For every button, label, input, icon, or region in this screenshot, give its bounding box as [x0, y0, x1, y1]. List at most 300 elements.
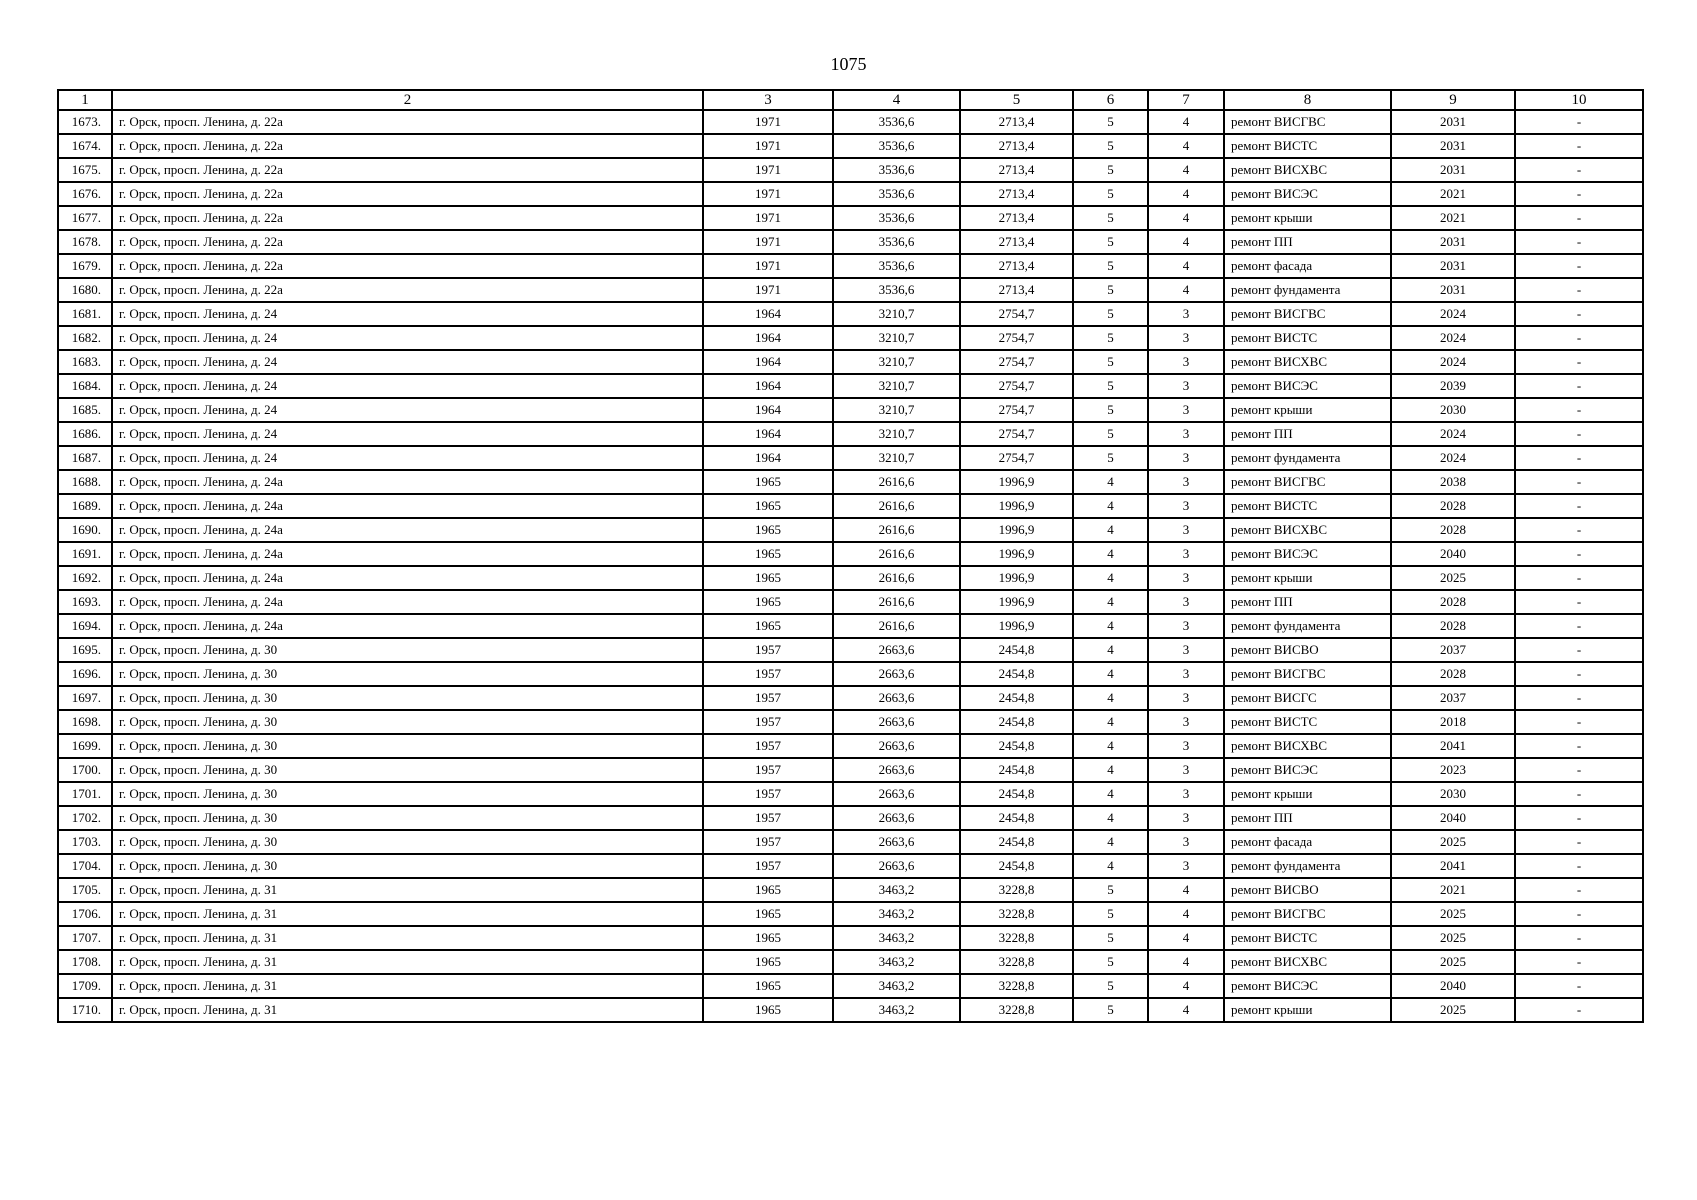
entrances-cell: 3 — [1148, 398, 1224, 422]
row-number-cell: 1705. — [58, 878, 112, 902]
total-area-cell: 2663,6 — [833, 638, 960, 662]
planned-year-cell: 2041 — [1391, 734, 1515, 758]
total-area-cell: 3536,6 — [833, 158, 960, 182]
table-row — [58, 686, 1643, 710]
work-type-cell: ремонт ВИСГВС — [1224, 110, 1391, 134]
planned-year-cell: 2028 — [1391, 662, 1515, 686]
address-cell: г. Орск, просп. Ленина, д. 31 — [112, 998, 703, 1022]
total-area-cell: 2663,6 — [833, 782, 960, 806]
address-cell: г. Орск, просп. Ленина, д. 24 — [112, 398, 703, 422]
table-row — [58, 830, 1643, 854]
floors-cell: 5 — [1073, 278, 1148, 302]
table-row — [58, 470, 1643, 494]
note-cell: - — [1515, 470, 1643, 494]
note-cell: - — [1515, 446, 1643, 470]
row-number-cell: 1675. — [58, 158, 112, 182]
row-number-cell: 1704. — [58, 854, 112, 878]
total-area-cell: 3210,7 — [833, 302, 960, 326]
living-area-cell: 2454,8 — [960, 806, 1073, 830]
living-area-cell: 2454,8 — [960, 686, 1073, 710]
note-cell: - — [1515, 494, 1643, 518]
row-number-cell: 1683. — [58, 350, 112, 374]
table-row — [58, 182, 1643, 206]
page-number: 1075 — [830, 54, 867, 74]
address-cell: г. Орск, просп. Ленина, д. 24а — [112, 518, 703, 542]
note-cell: - — [1515, 278, 1643, 302]
table-row — [58, 878, 1643, 902]
table-row — [58, 710, 1643, 734]
note-cell: - — [1515, 158, 1643, 182]
column-header: 3 — [703, 90, 833, 110]
column-header: 5 — [960, 90, 1073, 110]
living-area-cell: 3228,8 — [960, 998, 1073, 1022]
column-header: 8 — [1224, 90, 1391, 110]
address-cell: г. Орск, просп. Ленина, д. 30 — [112, 638, 703, 662]
work-type-cell: ремонт фасада — [1224, 830, 1391, 854]
note-cell: - — [1515, 302, 1643, 326]
entrances-cell: 3 — [1148, 302, 1224, 326]
total-area-cell: 3463,2 — [833, 878, 960, 902]
living-area-cell: 2754,7 — [960, 374, 1073, 398]
total-area-cell: 2616,6 — [833, 494, 960, 518]
total-area-cell: 2663,6 — [833, 710, 960, 734]
floors-cell: 4 — [1073, 806, 1148, 830]
planned-year-cell: 2021 — [1391, 182, 1515, 206]
row-number-cell: 1708. — [58, 950, 112, 974]
planned-year-cell: 2038 — [1391, 470, 1515, 494]
address-cell: г. Орск, просп. Ленина, д. 22а — [112, 182, 703, 206]
table-row — [58, 446, 1643, 470]
living-area-cell: 2454,8 — [960, 710, 1073, 734]
note-cell: - — [1515, 710, 1643, 734]
entrances-cell: 3 — [1148, 326, 1224, 350]
address-cell: г. Орск, просп. Ленина, д. 24 — [112, 326, 703, 350]
note-cell: - — [1515, 974, 1643, 998]
table-row — [58, 422, 1643, 446]
work-type-cell: ремонт ВИСГВС — [1224, 902, 1391, 926]
entrances-cell: 3 — [1148, 446, 1224, 470]
table-row — [58, 950, 1643, 974]
floors-cell: 4 — [1073, 830, 1148, 854]
address-cell: г. Орск, просп. Ленина, д. 30 — [112, 806, 703, 830]
total-area-cell: 3210,7 — [833, 398, 960, 422]
row-number-cell: 1698. — [58, 710, 112, 734]
table-row — [58, 638, 1643, 662]
work-type-cell: ремонт крыши — [1224, 782, 1391, 806]
floors-cell: 5 — [1073, 326, 1148, 350]
address-cell: г. Орск, просп. Ленина, д. 22а — [112, 134, 703, 158]
planned-year-cell: 2024 — [1391, 302, 1515, 326]
address-cell: г. Орск, просп. Ленина, д. 31 — [112, 926, 703, 950]
living-area-cell: 2754,7 — [960, 302, 1073, 326]
living-area-cell: 2713,4 — [960, 230, 1073, 254]
capital-repair-table — [57, 89, 1644, 1023]
year-cell: 1965 — [703, 998, 833, 1022]
total-area-cell: 3536,6 — [833, 182, 960, 206]
row-number-cell: 1689. — [58, 494, 112, 518]
work-type-cell: ремонт фундамента — [1224, 278, 1391, 302]
living-area-cell: 2754,7 — [960, 350, 1073, 374]
work-type-cell: ремонт ВИСХВС — [1224, 518, 1391, 542]
work-type-cell: ремонт ВИСВО — [1224, 878, 1391, 902]
row-number-cell: 1696. — [58, 662, 112, 686]
planned-year-cell: 2031 — [1391, 278, 1515, 302]
entrances-cell: 4 — [1148, 230, 1224, 254]
work-type-cell: ремонт ВИСЭС — [1224, 542, 1391, 566]
living-area-cell: 3228,8 — [960, 902, 1073, 926]
living-area-cell: 2754,7 — [960, 398, 1073, 422]
living-area-cell: 2454,8 — [960, 758, 1073, 782]
address-cell: г. Орск, просп. Ленина, д. 30 — [112, 710, 703, 734]
planned-year-cell: 2023 — [1391, 758, 1515, 782]
row-number-cell: 1685. — [58, 398, 112, 422]
entrances-cell: 3 — [1148, 830, 1224, 854]
note-cell: - — [1515, 734, 1643, 758]
year-cell: 1965 — [703, 926, 833, 950]
row-number-cell: 1688. — [58, 470, 112, 494]
floors-cell: 5 — [1073, 446, 1148, 470]
living-area-cell: 2454,8 — [960, 638, 1073, 662]
entrances-cell: 3 — [1148, 614, 1224, 638]
table-row — [58, 566, 1643, 590]
living-area-cell: 3228,8 — [960, 878, 1073, 902]
year-cell: 1965 — [703, 518, 833, 542]
total-area-cell: 3210,7 — [833, 422, 960, 446]
floors-cell: 5 — [1073, 134, 1148, 158]
total-area-cell: 2663,6 — [833, 662, 960, 686]
table-row — [58, 974, 1643, 998]
address-cell: г. Орск, просп. Ленина, д. 30 — [112, 830, 703, 854]
note-cell: - — [1515, 182, 1643, 206]
row-number-cell: 1693. — [58, 590, 112, 614]
planned-year-cell: 2025 — [1391, 830, 1515, 854]
row-number-cell: 1709. — [58, 974, 112, 998]
address-cell: г. Орск, просп. Ленина, д. 24 — [112, 422, 703, 446]
entrances-cell: 3 — [1148, 710, 1224, 734]
total-area-cell: 3536,6 — [833, 254, 960, 278]
table-row — [58, 614, 1643, 638]
entrances-cell: 4 — [1148, 974, 1224, 998]
total-area-cell: 3536,6 — [833, 110, 960, 134]
year-cell: 1965 — [703, 494, 833, 518]
floors-cell: 5 — [1073, 902, 1148, 926]
row-number-cell: 1691. — [58, 542, 112, 566]
year-cell: 1971 — [703, 158, 833, 182]
floors-cell: 5 — [1073, 230, 1148, 254]
entrances-cell: 3 — [1148, 566, 1224, 590]
entrances-cell: 4 — [1148, 206, 1224, 230]
year-cell: 1964 — [703, 374, 833, 398]
table-row — [58, 254, 1643, 278]
year-cell: 1964 — [703, 326, 833, 350]
planned-year-cell: 2025 — [1391, 926, 1515, 950]
planned-year-cell: 2021 — [1391, 878, 1515, 902]
total-area-cell: 3463,2 — [833, 950, 960, 974]
work-type-cell: ремонт крыши — [1224, 998, 1391, 1022]
total-area-cell: 2663,6 — [833, 854, 960, 878]
entrances-cell: 4 — [1148, 878, 1224, 902]
total-area-cell: 3463,2 — [833, 926, 960, 950]
table-row — [58, 350, 1643, 374]
total-area-cell: 2663,6 — [833, 830, 960, 854]
note-cell: - — [1515, 614, 1643, 638]
year-cell: 1965 — [703, 878, 833, 902]
living-area-cell: 2713,4 — [960, 110, 1073, 134]
column-header: 6 — [1073, 90, 1148, 110]
note-cell: - — [1515, 782, 1643, 806]
header-row — [58, 90, 1643, 110]
year-cell: 1965 — [703, 974, 833, 998]
floors-cell: 4 — [1073, 734, 1148, 758]
planned-year-cell: 2037 — [1391, 686, 1515, 710]
note-cell: - — [1515, 374, 1643, 398]
floors-cell: 5 — [1073, 182, 1148, 206]
table-row — [58, 158, 1643, 182]
floors-cell: 5 — [1073, 110, 1148, 134]
floors-cell: 4 — [1073, 470, 1148, 494]
total-area-cell: 2663,6 — [833, 806, 960, 830]
living-area-cell: 2713,4 — [960, 254, 1073, 278]
note-cell: - — [1515, 638, 1643, 662]
floors-cell: 5 — [1073, 206, 1148, 230]
year-cell: 1957 — [703, 806, 833, 830]
work-type-cell: ремонт ПП — [1224, 806, 1391, 830]
note-cell: - — [1515, 926, 1643, 950]
address-cell: г. Орск, просп. Ленина, д. 30 — [112, 734, 703, 758]
note-cell: - — [1515, 518, 1643, 542]
address-cell: г. Орск, просп. Ленина, д. 30 — [112, 686, 703, 710]
note-cell: - — [1515, 206, 1643, 230]
planned-year-cell: 2025 — [1391, 998, 1515, 1022]
planned-year-cell: 2024 — [1391, 446, 1515, 470]
address-cell: г. Орск, просп. Ленина, д. 31 — [112, 902, 703, 926]
table-row — [58, 926, 1643, 950]
address-cell: г. Орск, просп. Ленина, д. 24а — [112, 542, 703, 566]
entrances-cell: 3 — [1148, 782, 1224, 806]
work-type-cell: ремонт ВИСХВС — [1224, 350, 1391, 374]
note-cell: - — [1515, 830, 1643, 854]
work-type-cell: ремонт ПП — [1224, 422, 1391, 446]
entrances-cell: 4 — [1148, 278, 1224, 302]
planned-year-cell: 2031 — [1391, 110, 1515, 134]
note-cell: - — [1515, 998, 1643, 1022]
table-row — [58, 518, 1643, 542]
total-area-cell: 3536,6 — [833, 278, 960, 302]
work-type-cell: ремонт ВИСХВС — [1224, 158, 1391, 182]
table-row — [58, 590, 1643, 614]
work-type-cell: ремонт ВИСЭС — [1224, 374, 1391, 398]
table-row — [58, 998, 1643, 1022]
year-cell: 1957 — [703, 734, 833, 758]
table-row — [58, 110, 1643, 134]
year-cell: 1971 — [703, 110, 833, 134]
living-area-cell: 2454,8 — [960, 662, 1073, 686]
year-cell: 1965 — [703, 902, 833, 926]
row-number-cell: 1681. — [58, 302, 112, 326]
planned-year-cell: 2037 — [1391, 638, 1515, 662]
note-cell: - — [1515, 806, 1643, 830]
floors-cell: 4 — [1073, 566, 1148, 590]
entrances-cell: 4 — [1148, 254, 1224, 278]
entrances-cell: 3 — [1148, 518, 1224, 542]
living-area-cell: 1996,9 — [960, 614, 1073, 638]
work-type-cell: ремонт ВИСГВС — [1224, 302, 1391, 326]
living-area-cell: 2454,8 — [960, 734, 1073, 758]
table-row — [58, 134, 1643, 158]
row-number-cell: 1706. — [58, 902, 112, 926]
row-number-cell: 1676. — [58, 182, 112, 206]
year-cell: 1964 — [703, 302, 833, 326]
work-type-cell: ремонт ПП — [1224, 230, 1391, 254]
living-area-cell: 2713,4 — [960, 182, 1073, 206]
work-type-cell: ремонт ВИСЭС — [1224, 974, 1391, 998]
living-area-cell: 2454,8 — [960, 782, 1073, 806]
year-cell: 1965 — [703, 590, 833, 614]
total-area-cell: 2616,6 — [833, 566, 960, 590]
note-cell: - — [1515, 902, 1643, 926]
row-number-cell: 1695. — [58, 638, 112, 662]
note-cell: - — [1515, 758, 1643, 782]
entrances-cell: 3 — [1148, 590, 1224, 614]
work-type-cell: ремонт ВИСГС — [1224, 686, 1391, 710]
year-cell: 1971 — [703, 230, 833, 254]
work-type-cell: ремонт ВИСВО — [1224, 638, 1391, 662]
note-cell: - — [1515, 566, 1643, 590]
planned-year-cell: 2040 — [1391, 974, 1515, 998]
year-cell: 1964 — [703, 350, 833, 374]
total-area-cell: 3210,7 — [833, 326, 960, 350]
entrances-cell: 3 — [1148, 806, 1224, 830]
entrances-cell: 3 — [1148, 494, 1224, 518]
work-type-cell: ремонт ПП — [1224, 590, 1391, 614]
column-header: 2 — [112, 90, 703, 110]
floors-cell: 4 — [1073, 662, 1148, 686]
address-cell: г. Орск, просп. Ленина, д. 24а — [112, 614, 703, 638]
address-cell: г. Орск, просп. Ленина, д. 22а — [112, 206, 703, 230]
floors-cell: 4 — [1073, 686, 1148, 710]
column-header: 1 — [58, 90, 112, 110]
work-type-cell: ремонт фундамента — [1224, 614, 1391, 638]
planned-year-cell: 2040 — [1391, 806, 1515, 830]
planned-year-cell: 2028 — [1391, 518, 1515, 542]
column-header: 9 — [1391, 90, 1515, 110]
year-cell: 1957 — [703, 662, 833, 686]
year-cell: 1971 — [703, 254, 833, 278]
floors-cell: 4 — [1073, 854, 1148, 878]
row-number-cell: 1700. — [58, 758, 112, 782]
living-area-cell: 1996,9 — [960, 542, 1073, 566]
work-type-cell: ремонт фундамента — [1224, 854, 1391, 878]
year-cell: 1957 — [703, 710, 833, 734]
total-area-cell: 3463,2 — [833, 902, 960, 926]
living-area-cell: 2713,4 — [960, 206, 1073, 230]
table-row — [58, 278, 1643, 302]
row-number-cell: 1697. — [58, 686, 112, 710]
work-type-cell: ремонт ВИСЭС — [1224, 758, 1391, 782]
year-cell: 1965 — [703, 566, 833, 590]
address-cell: г. Орск, просп. Ленина, д. 30 — [112, 782, 703, 806]
note-cell: - — [1515, 254, 1643, 278]
address-cell: г. Орск, просп. Ленина, д. 30 — [112, 662, 703, 686]
planned-year-cell: 2025 — [1391, 566, 1515, 590]
living-area-cell: 2754,7 — [960, 326, 1073, 350]
note-cell: - — [1515, 326, 1643, 350]
living-area-cell: 2754,7 — [960, 446, 1073, 470]
planned-year-cell: 2028 — [1391, 494, 1515, 518]
year-cell: 1964 — [703, 398, 833, 422]
row-number-cell: 1677. — [58, 206, 112, 230]
living-area-cell: 2713,4 — [960, 278, 1073, 302]
entrances-cell: 3 — [1148, 374, 1224, 398]
planned-year-cell: 2030 — [1391, 782, 1515, 806]
table-row — [58, 782, 1643, 806]
note-cell: - — [1515, 878, 1643, 902]
planned-year-cell: 2031 — [1391, 134, 1515, 158]
row-number-cell: 1679. — [58, 254, 112, 278]
living-area-cell: 3228,8 — [960, 926, 1073, 950]
work-type-cell: ремонт крыши — [1224, 566, 1391, 590]
floors-cell: 5 — [1073, 374, 1148, 398]
year-cell: 1957 — [703, 854, 833, 878]
living-area-cell: 1996,9 — [960, 566, 1073, 590]
planned-year-cell: 2024 — [1391, 422, 1515, 446]
planned-year-cell: 2031 — [1391, 254, 1515, 278]
entrances-cell: 3 — [1148, 638, 1224, 662]
living-area-cell: 2754,7 — [960, 422, 1073, 446]
note-cell: - — [1515, 230, 1643, 254]
column-header: 7 — [1148, 90, 1224, 110]
address-cell: г. Орск, просп. Ленина, д. 24а — [112, 494, 703, 518]
year-cell: 1964 — [703, 446, 833, 470]
year-cell: 1971 — [703, 278, 833, 302]
note-cell: - — [1515, 662, 1643, 686]
row-number-cell: 1694. — [58, 614, 112, 638]
living-area-cell: 3228,8 — [960, 974, 1073, 998]
floors-cell: 5 — [1073, 998, 1148, 1022]
floors-cell: 5 — [1073, 158, 1148, 182]
year-cell: 1965 — [703, 542, 833, 566]
planned-year-cell: 2030 — [1391, 398, 1515, 422]
floors-cell: 5 — [1073, 350, 1148, 374]
year-cell: 1964 — [703, 422, 833, 446]
floors-cell: 5 — [1073, 398, 1148, 422]
address-cell: г. Орск, просп. Ленина, д. 22а — [112, 254, 703, 278]
work-type-cell: ремонт ВИСТС — [1224, 926, 1391, 950]
note-cell: - — [1515, 350, 1643, 374]
planned-year-cell: 2024 — [1391, 326, 1515, 350]
floors-cell: 5 — [1073, 926, 1148, 950]
floors-cell: 4 — [1073, 614, 1148, 638]
note-cell: - — [1515, 110, 1643, 134]
entrances-cell: 4 — [1148, 182, 1224, 206]
note-cell: - — [1515, 590, 1643, 614]
row-number-cell: 1710. — [58, 998, 112, 1022]
entrances-cell: 4 — [1148, 902, 1224, 926]
total-area-cell: 2616,6 — [833, 590, 960, 614]
row-number-cell: 1702. — [58, 806, 112, 830]
work-type-cell: ремонт ВИСТС — [1224, 326, 1391, 350]
year-cell: 1957 — [703, 638, 833, 662]
note-cell: - — [1515, 134, 1643, 158]
total-area-cell: 2616,6 — [833, 518, 960, 542]
address-cell: г. Орск, просп. Ленина, д. 22а — [112, 230, 703, 254]
row-number-cell: 1701. — [58, 782, 112, 806]
address-cell: г. Орск, просп. Ленина, д. 24 — [112, 374, 703, 398]
planned-year-cell: 2039 — [1391, 374, 1515, 398]
year-cell: 1965 — [703, 470, 833, 494]
year-cell: 1957 — [703, 686, 833, 710]
address-cell: г. Орск, просп. Ленина, д. 24а — [112, 470, 703, 494]
